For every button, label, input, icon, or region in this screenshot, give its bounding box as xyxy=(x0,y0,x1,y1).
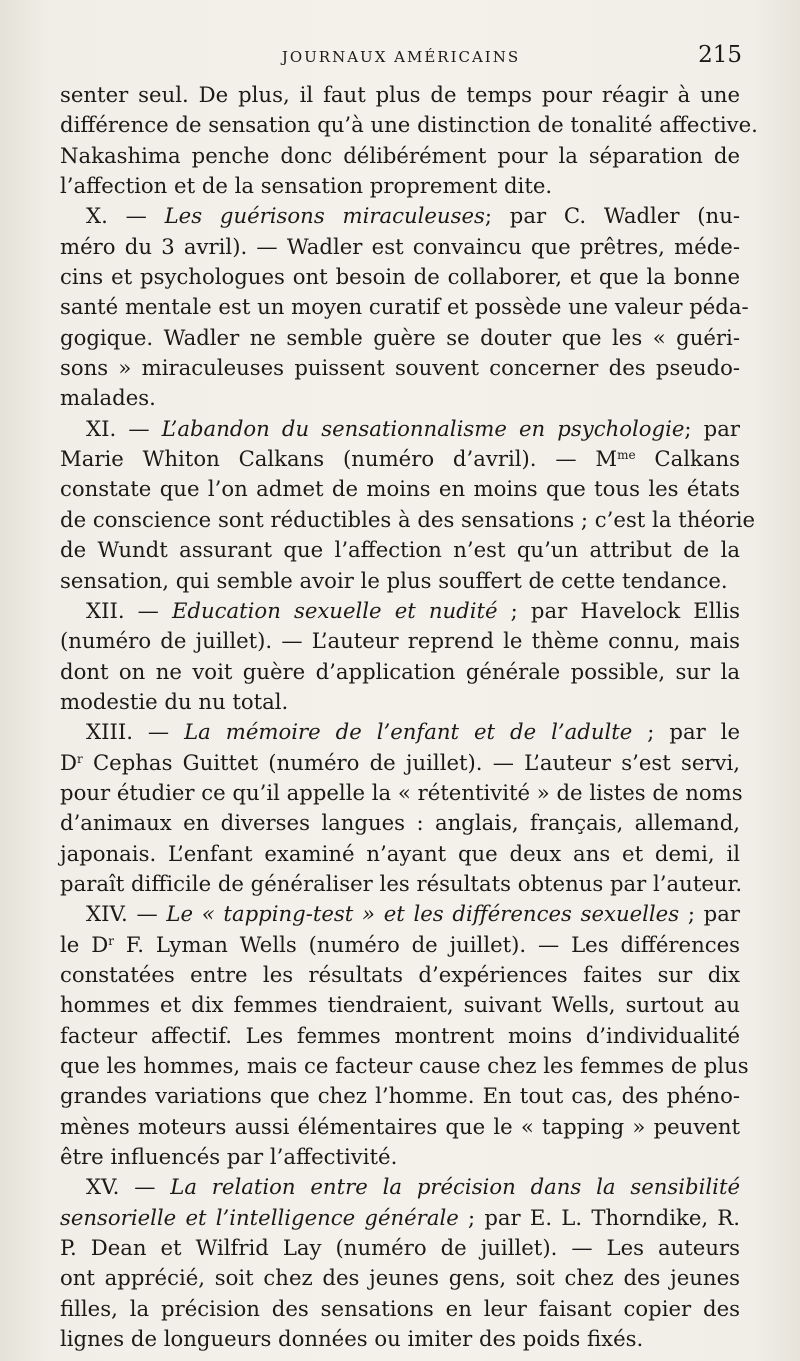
text-line xyxy=(60,1203,740,1233)
text-line: paraît difficile de généraliser les résultats obtenus par l’auteur. xyxy=(60,870,743,896)
text-span: ; par Havelock Ellis xyxy=(497,597,740,623)
text-line: gogique. Wadler ne semble guère se douter que les « guéri- xyxy=(60,324,740,350)
text-line: filles, la précision des sensations en leur faisant copier des xyxy=(60,1295,740,1321)
section-number: XIII. — xyxy=(86,719,185,745)
text-line: facteur affectif. Les femmes montrent moins d’individualité xyxy=(60,1022,740,1048)
text-span: F. Lyman Wells (numéro de juillet). — Les différences xyxy=(113,931,740,957)
text-line: hommes et dix femmes tiendraient, suivant Wells, surtout au xyxy=(60,992,740,1018)
text-line: d’animaux en diverses langues : anglais, français, allemand, xyxy=(60,810,740,836)
text-line: constate que l’on admet de moins en moins que tous les états xyxy=(60,476,740,502)
text-span: ; par C. Wadler (nu- xyxy=(484,203,740,229)
text-line: sensation, qui semble avoir le plus souffert de cette tendance. xyxy=(60,567,728,593)
superscript: me xyxy=(617,448,636,463)
superscript: r xyxy=(77,751,83,766)
text-line: lignes de longueurs données ou imiter des poids fixés. xyxy=(60,1326,644,1352)
text-line xyxy=(60,930,740,960)
section-xiii-heading xyxy=(60,717,740,747)
text-line: constatées entre les résultats d’expériences faites sur dix xyxy=(60,961,740,987)
text-line: Nakashima penche donc délibérément pour la séparation de xyxy=(60,142,740,168)
text-line: de conscience sont réductibles à des sensations ; c’est la théorie xyxy=(60,506,756,532)
section-number: XIV. — xyxy=(86,901,167,927)
text-line: malades. xyxy=(60,385,156,411)
text-span: Cephas Guittet (numéro de juillet). — L’auteur s’est servi, xyxy=(82,749,740,775)
body-text xyxy=(60,80,758,1354)
article-title: Education sexuelle et nudité xyxy=(171,597,498,623)
text-line: de Wundt assurant que l’affection n’est qu’un attribut de la xyxy=(60,537,740,563)
text-line: santé mentale est un moyen curatif et possède une valeur péda- xyxy=(60,294,749,320)
text-line: cins et psychologues ont besoin de collaborer, et que la bonne xyxy=(60,264,740,290)
text-line: mènes moteurs aussi élémentaires que le « tapping » peuvent xyxy=(60,1113,740,1139)
article-title: sensorielle et l’intelligence générale xyxy=(60,1204,459,1230)
text-line xyxy=(60,748,740,778)
text-span: ; par le xyxy=(632,719,740,745)
text-line xyxy=(60,444,740,474)
section-number: XI. — xyxy=(86,415,162,441)
text-span: ; par xyxy=(679,901,740,927)
text-line: grandes variations que chez l’homme. En tout cas, des phéno- xyxy=(60,1083,740,1109)
section-number: XV. — xyxy=(86,1174,171,1200)
article-title: La relation entre la précision dans la sensibilité xyxy=(170,1174,740,1200)
text-line: être influencés par l’affectivité. xyxy=(60,1144,398,1170)
text-line: (numéro de juillet). — L’auteur reprend le thème connu, mais xyxy=(60,628,740,654)
section-number: X. — xyxy=(86,203,165,229)
superscript: r xyxy=(108,933,114,948)
text-span: ; par E. L. Thorndike, R. xyxy=(458,1204,740,1230)
text-line: modestie du nu total. xyxy=(60,688,289,714)
running-head-title: JOURNAUX AMÉRICAINS xyxy=(281,48,521,66)
article-title: La mémoire de l’enfant et de l’adulte xyxy=(184,719,633,745)
article-title: Le « tapping-test » et les différences sexuelles xyxy=(166,901,680,927)
text-span: D xyxy=(60,749,77,775)
section-xii-heading xyxy=(60,596,740,626)
page-number: 215 xyxy=(698,42,742,68)
article-title: Les guérisons miraculeuses xyxy=(164,203,485,229)
section-number: XII. — xyxy=(86,597,172,623)
text-line: japonais. L’enfant examiné n’ayant que deux ans et demi, il xyxy=(60,840,740,866)
text-line: que les hommes, mais ce facteur cause chez les femmes de plus xyxy=(60,1053,749,1078)
text-line: méro du 3 avril). — Wadler est convaincu que prêtres, méde- xyxy=(60,233,740,259)
section-x-heading xyxy=(60,201,740,231)
text-line: sons » miraculeuses puissent souvent concerner des pseudo- xyxy=(60,355,740,381)
section-xiv-heading xyxy=(60,899,740,929)
text-line: P. Dean et Wilfrid Lay (numéro de juillet). — Les auteurs xyxy=(60,1235,740,1261)
text-span: Calkans xyxy=(635,446,741,472)
text-line: ont apprécié, soit chez des jeunes gens, soit chez des jeunes xyxy=(60,1265,740,1291)
text-line: dont on ne voit guère d’application générale possible, sur la xyxy=(60,658,740,684)
article-title: L’abandon du sensationnalisme en psychologie xyxy=(161,415,685,441)
text-line: l’affection et de la sensation proprement dite. xyxy=(60,173,553,199)
text-line: différence de sensation qu’à une distinction de tonalité affective. xyxy=(60,112,758,138)
text-span: Marie Whiton Calkans (numéro d’avril). — M xyxy=(60,446,618,472)
text-span: le D xyxy=(60,931,109,957)
text-span: ; par xyxy=(684,415,740,441)
section-xi-heading xyxy=(60,414,740,444)
text-line: senter seul. De plus, il faut plus de temps pour réagir à une xyxy=(60,82,740,107)
running-head xyxy=(60,42,742,72)
text-line: pour étudier ce qu’il appelle la « rétentivité » de listes de noms xyxy=(60,779,743,805)
section-xv-heading xyxy=(60,1172,740,1202)
